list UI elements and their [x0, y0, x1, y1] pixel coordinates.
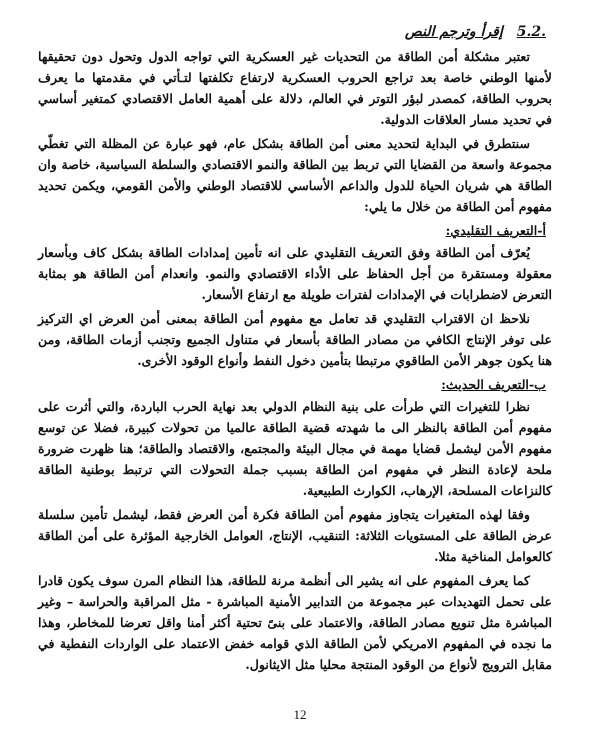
overview-paragraph: سنتطرق في البداية لتحديد معنى أمن الطاقة بشكل عام، فهو عبارة عن المظلة التي تغطّي مجموعة واسعة من القضايا التي تربط بين الطاقة والنمو الاقتصادي والسلطة السياسية، خاصة وان الطاقة هي شريان الحياة للدول والداعم الأساسي للاقتصاد الوطني والأمن القومي، ويكمن تحديد مفهوم أمن الطاقة من خلال ما يلي:: [38, 136, 552, 214]
modern-flexible-paragraph: كما يعرف المفهوم على انه يشير الى أنظمة مرنة للطاقة، هذا النظام المرن سوف يكون قادرا على تحمل التهديدات عبر مجموعة من التدابير الأمنية المباشرة - مثل المراقبة والحراسة – وغير المباشرة مثل تنويع مصادر الطاقة، والاعتماد على بنىً تحتية أكثر أمنا واقل تعرضا للمخاطر، وهذا ما نجده في المفهوم الامريكي لأمن الطاقة الذي قوامه خفض الاعتماد على الواردات النفطية في مقابل الترويج لأنواع من الوقود المنتجة محليا مثل الايثانول.: [38, 573, 552, 672]
modern-changes-paragraph: نظرا للتغيرات التي طرأت على بنية النظام الدولي بعد نهاية الحرب الباردة، والتي أثرت على مفهوم أمن الطاقة بالنظر الى ما شهدته قضية الطاقة عالميا من تحولات كبيرة، فضلا عن توسع مفهوم الأمن ليشمل قضايا مهمة في مجال البيئة والمجتمع، والاقتصاد والطاقة؛ هنا ظهرت ضرورة ملحة لإعادة النظر في مفهوم امن الطاقة بسبب جملة التحولات التي ترتبط بوطنية الطاقة كالنزاعات المسلحة، الإرهاب، الكوارث الطبيعية.: [38, 399, 552, 498]
traditional-definition-heading: أ-التعريف التقليدي:: [445, 223, 546, 238]
section-heading: [38, 22, 546, 42]
intro-paragraph: تعتبر مشكلة أمن الطاقة من التحديات غير العسكرية التي تواجه الدول وتحول دون تحقيقها لأمنها الوطني خاصة بعد تراجع الحروب العسكرية لارتفاع تكلفتها لتـأتي في مقدمتها ما يعرف بحروب الطاقة، كمصدر لبؤر التوتر في العالم، دلالة على أهمية العامل الاقتصادي كمتغير أساسي في تحديد مسار العلاقات الدولية.: [38, 49, 552, 127]
page-number: 12: [293, 707, 307, 722]
section-number: 5.2.: [516, 24, 546, 40]
modern-scope-paragraph: وفقا لهذه المتغيرات يتجاوز مفهوم أمن الطاقة فكرة أمن العرض فقط، ليشمل تأمين سلسلة عرض الطاقة على المستويات الثلاثة: التنقيب، الإنتاج، العوامل الخارجية المؤثرة على أمن الطاقة كالعوامل المناخية مثلا.: [38, 507, 552, 564]
traditional-definition-paragraph: يُعرّف أمن الطاقة وفق التعريف التقليدي على انه تأمين إمدادات الطاقة بشكل كاف وبأسعار معقولة ومستقرة من أجل الحفاظ على الأداء الاقتصادي والنمو. وانعدام أمن الطاقة هو بمثابة التعرض لاضطرابات في الإمدادات لفترات طويلة مع ارتفاع الأسعار.: [38, 245, 552, 302]
traditional-note-paragraph: نلاحظ ان الاقتراب التقليدي قد تعامل مع مفهوم أمن الطاقة بمعنى أمن العرض اي التركيز على توفر الإنتاج الكافي من مصادر الطاقة بأسعار في متناول الجميع وتجنب أزمات الطاقة، ومن هنا يكون جوهر الأمن الطاقوي مرتبطا بتأمين دخول النفط وأنواع الوقود الأخرى.: [38, 311, 552, 368]
section-title: إقرأ وترجم النص: [404, 24, 503, 40]
modern-definition-heading: ب-التعريف الحديث:: [441, 377, 546, 392]
